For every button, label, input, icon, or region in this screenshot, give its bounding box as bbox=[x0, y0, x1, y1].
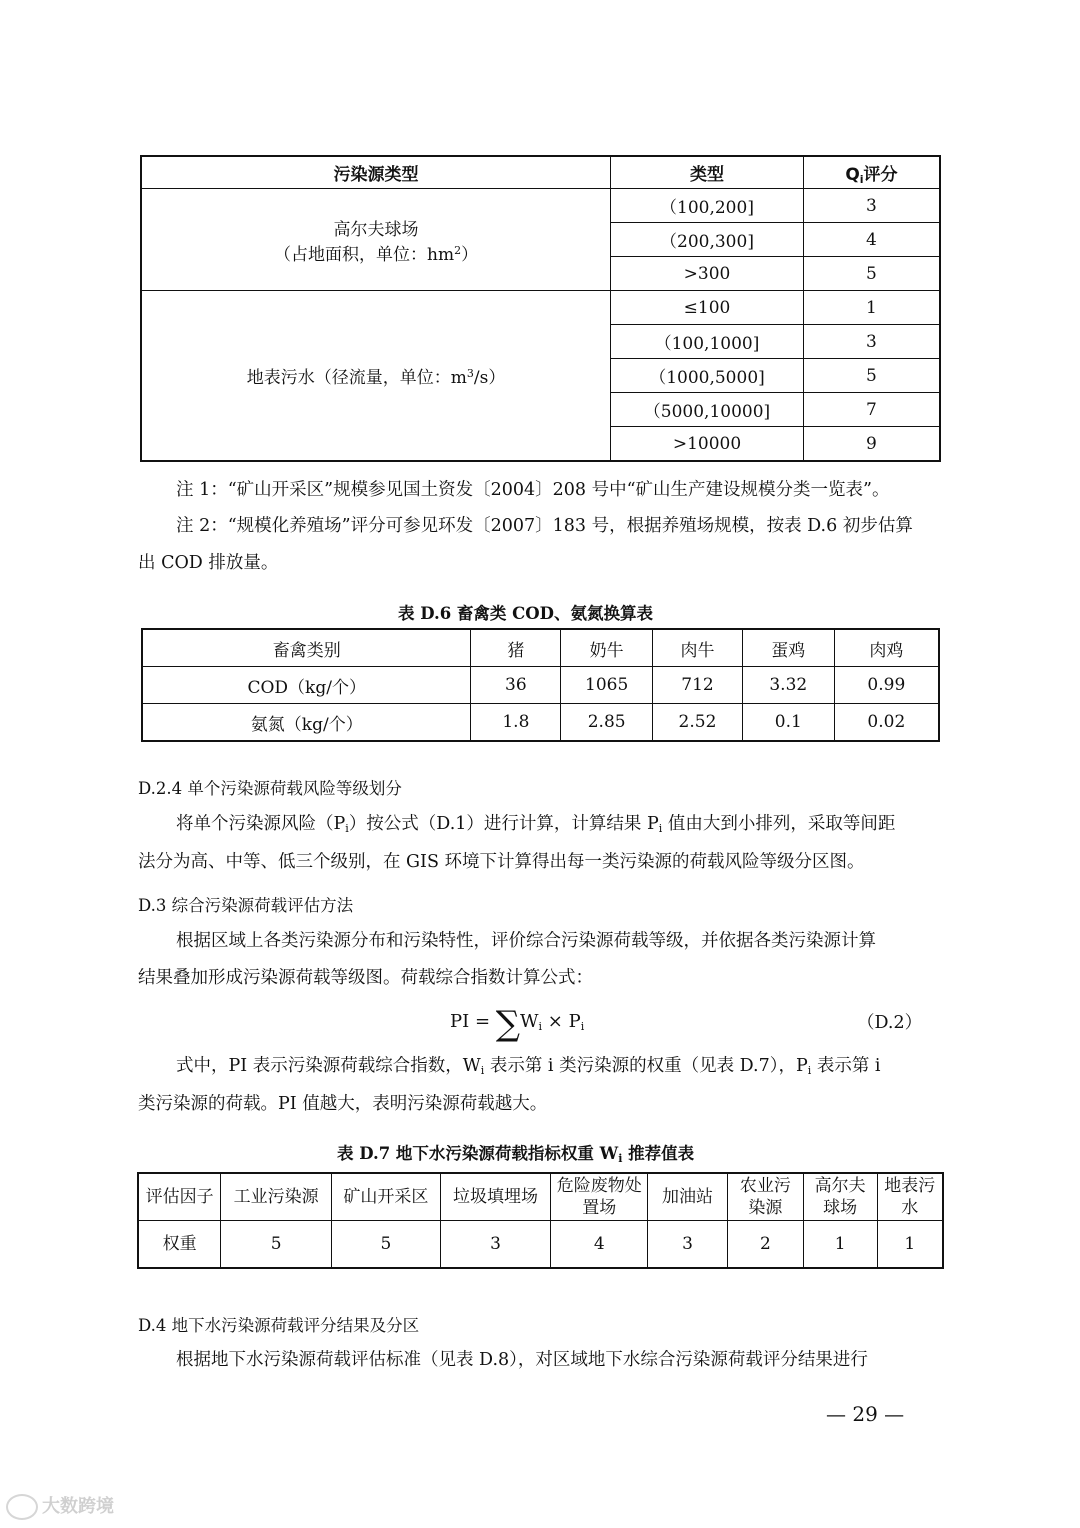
table-cell: 9 bbox=[803, 427, 940, 462]
table-cell: 712 bbox=[653, 667, 743, 704]
section-d3-para-line1: 根据区域上各类污染源分布和污染特性，评价综合污染源荷载等级，并依据各类污染源计算 bbox=[176, 931, 876, 951]
table-header: 高尔夫 球场 bbox=[803, 1173, 877, 1221]
table-cell: 2.85 bbox=[561, 704, 653, 742]
table-cell: 0.99 bbox=[834, 667, 939, 704]
table-cell: ≤100 bbox=[611, 291, 804, 325]
table-cell: 2.52 bbox=[653, 704, 743, 742]
livestock-conversion-table bbox=[141, 628, 940, 742]
table-header: 猪 bbox=[471, 629, 561, 667]
weight-recommendation-table bbox=[137, 1172, 944, 1269]
table-header: 评估因子 bbox=[138, 1173, 221, 1221]
table-header: 奶牛 bbox=[561, 629, 653, 667]
table-header: 肉牛 bbox=[653, 629, 743, 667]
table-cell: 3 bbox=[648, 1221, 728, 1269]
table-cell: 1 bbox=[803, 291, 940, 325]
header-type: 类型 bbox=[611, 156, 804, 189]
table-cell: 0.1 bbox=[742, 704, 834, 742]
table-cell: 5 bbox=[803, 257, 940, 291]
golf-course-unit: （占地面积，单位：$hm^2$） bbox=[274, 243, 479, 265]
header-source-type: 污染源类型 bbox=[141, 156, 611, 189]
table-cell: 2 bbox=[727, 1221, 803, 1269]
section-d24-para-line1: 将单个污染源风险$(P_i)$按公式（D.1）进行计算，计算结果 $P_i$ 值由大到小排列，采取等间距 bbox=[176, 814, 896, 835]
table-header: 地表污 水 bbox=[877, 1173, 943, 1221]
section-d3-para-line2: 结果叠加形成污染源荷载等级图。荷载综合指数计算公式： bbox=[138, 968, 593, 988]
table-cell: 5 bbox=[221, 1221, 332, 1269]
table-cell: 4 bbox=[551, 1221, 648, 1269]
table-cell: 权重 bbox=[138, 1221, 221, 1269]
table-header: 危险废物处 置场 bbox=[551, 1173, 648, 1221]
formula-number: （D.2） bbox=[857, 1013, 923, 1033]
watermark: 大数跨境 bbox=[6, 1492, 114, 1520]
table-header: 加油站 bbox=[648, 1173, 728, 1221]
table-cell: 4 bbox=[803, 223, 940, 257]
surface-sewage-cell: 地表污水（径流量，单位：$m^3/s$） bbox=[141, 291, 611, 462]
section-d4-title: D.4 地下水污染源荷载评分结果及分区 bbox=[138, 1316, 420, 1335]
table-row bbox=[142, 704, 939, 742]
section-d3-para-line3: 式中，PI 表示污染源荷载综合指数，$W_i$ 表示第 i 类污染源的权重（见表 D.7），$P_i$ 表示第 i bbox=[176, 1056, 881, 1077]
table-cell: 5 bbox=[803, 359, 940, 393]
golf-course-name: 高尔夫球场 bbox=[333, 219, 419, 240]
section-d24-title: D.2.4 单个污染源荷载风险等级划分 bbox=[138, 779, 402, 798]
table-header: 垃圾填埋场 bbox=[440, 1173, 551, 1221]
table-d7-caption: 表 D.7 地下水污染源荷载指标权重 $W_i$ 推荐值表 bbox=[337, 1144, 695, 1165]
table-cell: （1000,5000] bbox=[611, 359, 804, 393]
header-qi-score: $Q_i$评分 bbox=[803, 156, 940, 189]
table-header: 肉鸡 bbox=[834, 629, 939, 667]
table-header: 工业污染源 bbox=[221, 1173, 332, 1221]
table-cell: （100,1000] bbox=[611, 325, 804, 359]
section-d4-para-line1: 根据地下水污染源荷载评估标准（见表 D.8），对区域地下水综合污染源荷载评分结果进行 bbox=[176, 1350, 868, 1370]
table-header: 矿山开采区 bbox=[332, 1173, 441, 1221]
table-cell: 3 bbox=[803, 325, 940, 359]
formula-d2: PI = $\sum W_i \times P_i$ bbox=[450, 1004, 585, 1044]
page-number: — 29 — bbox=[826, 1402, 905, 1426]
watermark-logo-icon bbox=[6, 1494, 38, 1520]
note-2-line1: 注 2：“规模化养殖场”评分可参见环发〔2007〕183 号，根据养殖场规模，按表 D.6 初步估算 bbox=[176, 516, 913, 536]
note-2-line2: 出 COD 排放量。 bbox=[138, 553, 279, 573]
table-cell: 1 bbox=[877, 1221, 943, 1269]
table-cell: 0.02 bbox=[834, 704, 939, 742]
table-cell: 3.32 bbox=[742, 667, 834, 704]
table-row bbox=[142, 667, 939, 704]
section-d3-title: D.3 综合污染源荷载评估方法 bbox=[138, 896, 354, 915]
pollution-source-scoring-table bbox=[140, 155, 941, 462]
section-d24-para-line2: 法分为高、中等、低三个级别，在 GIS 环境下计算得出每一类污染源的荷载风险等级分区图。 bbox=[138, 852, 865, 872]
section-d3-para-line4: 类污染源的荷载。PI 值越大，表明污染源荷载越大。 bbox=[138, 1094, 548, 1114]
table-cell: 7 bbox=[803, 393, 940, 427]
table-header: 畜禽类别 bbox=[142, 629, 471, 667]
table-cell: 1.8 bbox=[471, 704, 561, 742]
table-cell: COD（kg/个） bbox=[142, 667, 471, 704]
table-cell: 氨氮（kg/个） bbox=[142, 704, 471, 742]
table-cell: 3 bbox=[440, 1221, 551, 1269]
table-cell: >300 bbox=[611, 257, 804, 291]
table-cell: （100,200] bbox=[611, 189, 804, 223]
table-cell: 36 bbox=[471, 667, 561, 704]
sigma-symbol: ∑ bbox=[495, 1004, 521, 1044]
table-cell: >10000 bbox=[611, 427, 804, 462]
table-header: 农业污 染源 bbox=[727, 1173, 803, 1221]
table-cell: （5000,10000] bbox=[611, 393, 804, 427]
table-d6-caption: 表 D.6 畜禽类 COD、氨氮换算表 bbox=[398, 604, 653, 623]
table-cell: 1065 bbox=[561, 667, 653, 704]
table-row bbox=[138, 1221, 943, 1269]
table-header: 蛋鸡 bbox=[742, 629, 834, 667]
table-cell: （200,300] bbox=[611, 223, 804, 257]
table-cell: 3 bbox=[803, 189, 940, 223]
golf-course-cell bbox=[141, 189, 611, 291]
note-1: 注 1：“矿山开采区”规模参见国土资发〔2004〕208 号中“矿山生产建设规模分类一览表”。 bbox=[176, 480, 890, 500]
table-cell: 1 bbox=[803, 1221, 877, 1269]
table-cell: 5 bbox=[332, 1221, 441, 1269]
